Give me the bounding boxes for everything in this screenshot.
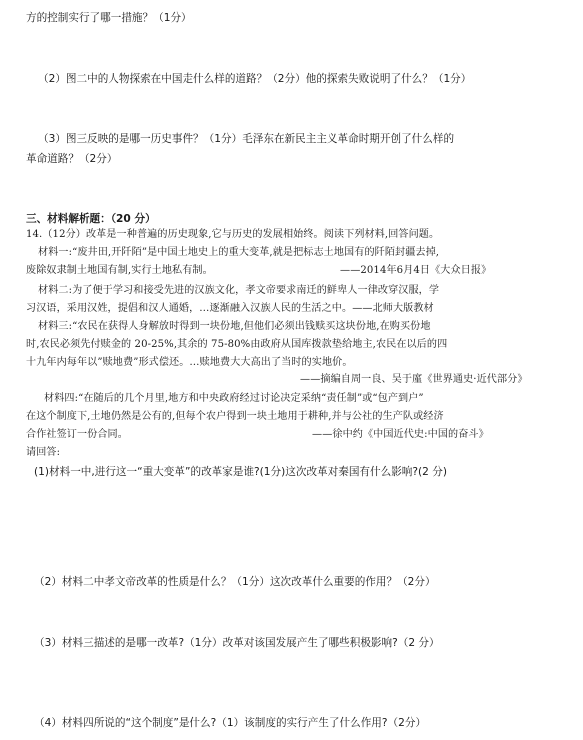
material-2-line-1: 材料二:为了便于学习和接受先进的汉族文化，孝文帝要求南迁的鲜卑人一律改穿汉服，学	[38, 285, 440, 296]
question-3-line-1: （3）图三反映的是哪一历史事件？（1分）毛泽东在新民主主义革命时期开创了什么样的	[38, 133, 455, 145]
material-3-source: ——摘编自周一良、吴于廑《世界通史·近代部分》	[300, 374, 528, 385]
question-line-0: 方的控制实行了哪一措施？（1分）	[26, 12, 192, 24]
sub-question-4: （4）材料四所说的“这个制度”是什么?（1）该制度的实行产生了什么作用?（2分）	[34, 717, 427, 729]
material-4-line-2: 在这个制度下,土地仍然是公有的,但每个农户得到一块土地用于耕种,并与公社的生产队或经济	[26, 411, 444, 422]
material-3-line-1: 材料三:“农民在获得人身解放时得到一块份地,但他们必须出钱赎买这块份地,在购买份地	[38, 321, 431, 332]
question-2: （2）图二中的人物探索在中国走什么样的道路？（2分）他的探索失败说明了什么？（1分）	[38, 73, 472, 85]
material-3-line-3: 十九年内每年以”赎地费”形式偿还。…赎地费大大高出了当时的实地价。	[26, 357, 353, 368]
section-heading: 三、材料解析题：（20 分）	[26, 213, 156, 225]
material-4-line-3: 合作社签订一份合同。	[26, 429, 128, 440]
material-3-line-2: 时,农民必须先付赎金的 20-25%,其余的 75-80%由政府从国库拨款垫给地主,农民在以后的四	[26, 339, 448, 350]
material-4-source: ——徐中约《中国近代史:中国的奋斗》	[312, 429, 489, 440]
answer-prompt: 请回答:	[26, 447, 61, 458]
sub-question-1: (1)材料一中,进行这一“重大变革”的改革家是谁?(1分)这次改革对秦国有什么影响?(2 分)	[34, 466, 447, 478]
material-1-source: ——2014年6月4日《大众日报》	[340, 265, 492, 276]
material-2-line-2: 习汉语，采用汉姓，提倡和汉人通婚，…逐渐融入汉族人民的生活之中。——北师大版教材	[26, 303, 434, 314]
sub-question-2: （2）材料二中孝文帝改革的性质是什么？（1分）这次改革什么重要的作用？（2分）	[34, 576, 436, 588]
question-3-line-2: 革命道路？（2分）	[26, 153, 118, 165]
material-1-line-2: 废除奴隶制土地国有制,实行土地私有制。	[26, 265, 213, 276]
material-1-line-1: 材料一:“废井田,开阡陌”是中国土地史上的重大变革,就是把标志土地国有的阡陌封疆去掉,	[38, 247, 440, 258]
question-14-intro: 14.（12分）改革是一种普遍的历史现象,它与历史的发展相始终。阅读下列材料,回答问题。	[26, 229, 440, 240]
material-4-line-1: 材料四:“在随后的几个月里,地方和中央政府经过讨论决定采纳“责任制”或“包产到户”	[44, 393, 424, 404]
sub-question-3: （3）材料三描述的是哪一改革?（1分）改革对该国发展产生了哪些积极影响?（2 分）	[34, 637, 440, 649]
